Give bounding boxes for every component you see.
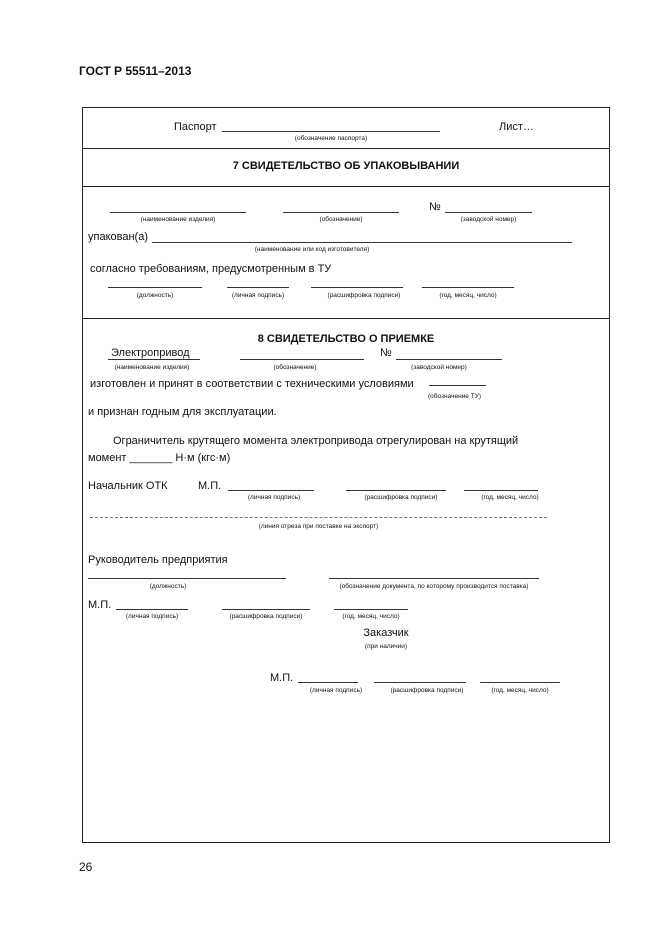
caption-supply-doc: (обозначение документа, по которому производится поставка) — [339, 583, 529, 590]
caption-signature: (личная подпись) — [231, 292, 285, 299]
requirements-text: согласно требованиям, предусмотренным в ТУ — [90, 263, 332, 275]
form-divider — [82, 186, 610, 187]
caption-position: (должность) — [149, 583, 187, 590]
product-name-field[interactable] — [110, 212, 246, 213]
accepted-text: и признан годным для эксплуатации. — [88, 406, 277, 418]
caption-packer: (наименование или код изготовителя) — [254, 246, 370, 253]
decode-field[interactable] — [222, 609, 310, 610]
cut-line-caption: (линия отреза при поставке на экспорт) — [258, 523, 379, 530]
document-code: ГОСТ Р 55511–2013 — [79, 64, 192, 78]
packed-label: упакован(а) — [88, 231, 148, 243]
passport-label: Паспорт — [174, 121, 217, 133]
date-field[interactable] — [422, 287, 514, 288]
caption-signature: (личная подпись) — [125, 613, 179, 620]
product-underline — [108, 359, 200, 360]
serial-number-field[interactable] — [445, 212, 532, 213]
date-field[interactable] — [334, 609, 408, 610]
limiter-text-line1: Ограничитель крутящего момента электропривода отрегулирован на крутящий — [113, 435, 519, 447]
caption-decode: (расшифровка подписи) — [364, 494, 438, 501]
date-field[interactable] — [464, 490, 538, 491]
form-divider — [82, 318, 610, 319]
customer-label: Заказчик — [363, 627, 409, 639]
serial-number-field[interactable] — [396, 359, 502, 360]
decode-field[interactable] — [346, 490, 446, 491]
limiter-text-line2: момент _______ Н·м (кгс·м) — [88, 452, 231, 464]
signature-field[interactable] — [298, 682, 358, 683]
decode-field[interactable] — [311, 287, 403, 288]
signature-field[interactable] — [116, 609, 188, 610]
director-position-field[interactable] — [88, 578, 286, 579]
caption-date: (год, месяц, число) — [491, 687, 549, 694]
caption-serial: (заводской номер) — [411, 364, 467, 371]
caption-if-present: (при наличии) — [364, 643, 408, 650]
designation-field[interactable] — [283, 212, 399, 213]
caption-position: (должность) — [136, 292, 174, 299]
passport-caption: (обозначение паспорта) — [294, 135, 368, 142]
stamp-label: М.П. — [88, 599, 112, 611]
director-label: Руководитель предприятия — [88, 554, 228, 566]
passport-designation-field[interactable] — [222, 131, 440, 132]
otk-head-label: Начальник ОТК — [88, 480, 168, 492]
stamp-label: М.П. — [198, 480, 222, 492]
designation-field[interactable] — [240, 359, 364, 360]
supply-document-field[interactable] — [329, 578, 539, 579]
stamp-label: М.П. — [270, 672, 294, 684]
signature-field[interactable] — [227, 287, 289, 288]
decode-field[interactable] — [374, 682, 466, 683]
caption-tu: (обозначение ТУ) — [428, 393, 481, 400]
caption-date: (год, месяц, число) — [439, 292, 497, 299]
caption-date: (год, месяц, число) — [342, 613, 400, 620]
section-8-title: 8 СВИДЕТЕЛЬСТВО О ПРИЕМКЕ — [257, 333, 435, 345]
number-sign: № — [429, 201, 441, 213]
signature-field[interactable] — [228, 490, 314, 491]
caption-designation: (обозначение) — [273, 364, 317, 371]
caption-date: (год, месяц, число) — [481, 494, 539, 501]
number-sign: № — [380, 347, 392, 359]
tu-field[interactable] — [429, 385, 486, 386]
position-field[interactable] — [108, 287, 202, 288]
caption-designation: (обозначение) — [319, 216, 363, 223]
caption-serial: (заводской номер) — [460, 216, 517, 223]
form-divider — [82, 148, 610, 149]
caption-product: (наименование изделия) — [140, 216, 216, 223]
caption-decode: (расшифровка подписи) — [390, 687, 464, 694]
caption-product: (наименование изделия) — [114, 364, 190, 371]
date-field[interactable] — [480, 682, 560, 683]
caption-signature: (личная подпись) — [309, 687, 363, 694]
packer-field[interactable] — [152, 242, 572, 243]
caption-decode: (расшифровка подписи) — [327, 292, 401, 299]
section-7-title: 7 СВИДЕТЕЛЬСТВО ОБ УПАКОВЫВАНИИ — [232, 160, 460, 172]
product-electric-drive: Электропривод — [111, 347, 190, 359]
page-number: 26 — [79, 860, 93, 874]
cut-line — [90, 517, 547, 518]
manufactured-text: изготовлен и принят в соответствии с техническими условиями — [90, 378, 414, 390]
caption-signature: (личная подпись) — [247, 494, 301, 501]
sheet-label: Лист… — [499, 121, 534, 133]
caption-decode: (расшифровка подписи) — [229, 613, 303, 620]
